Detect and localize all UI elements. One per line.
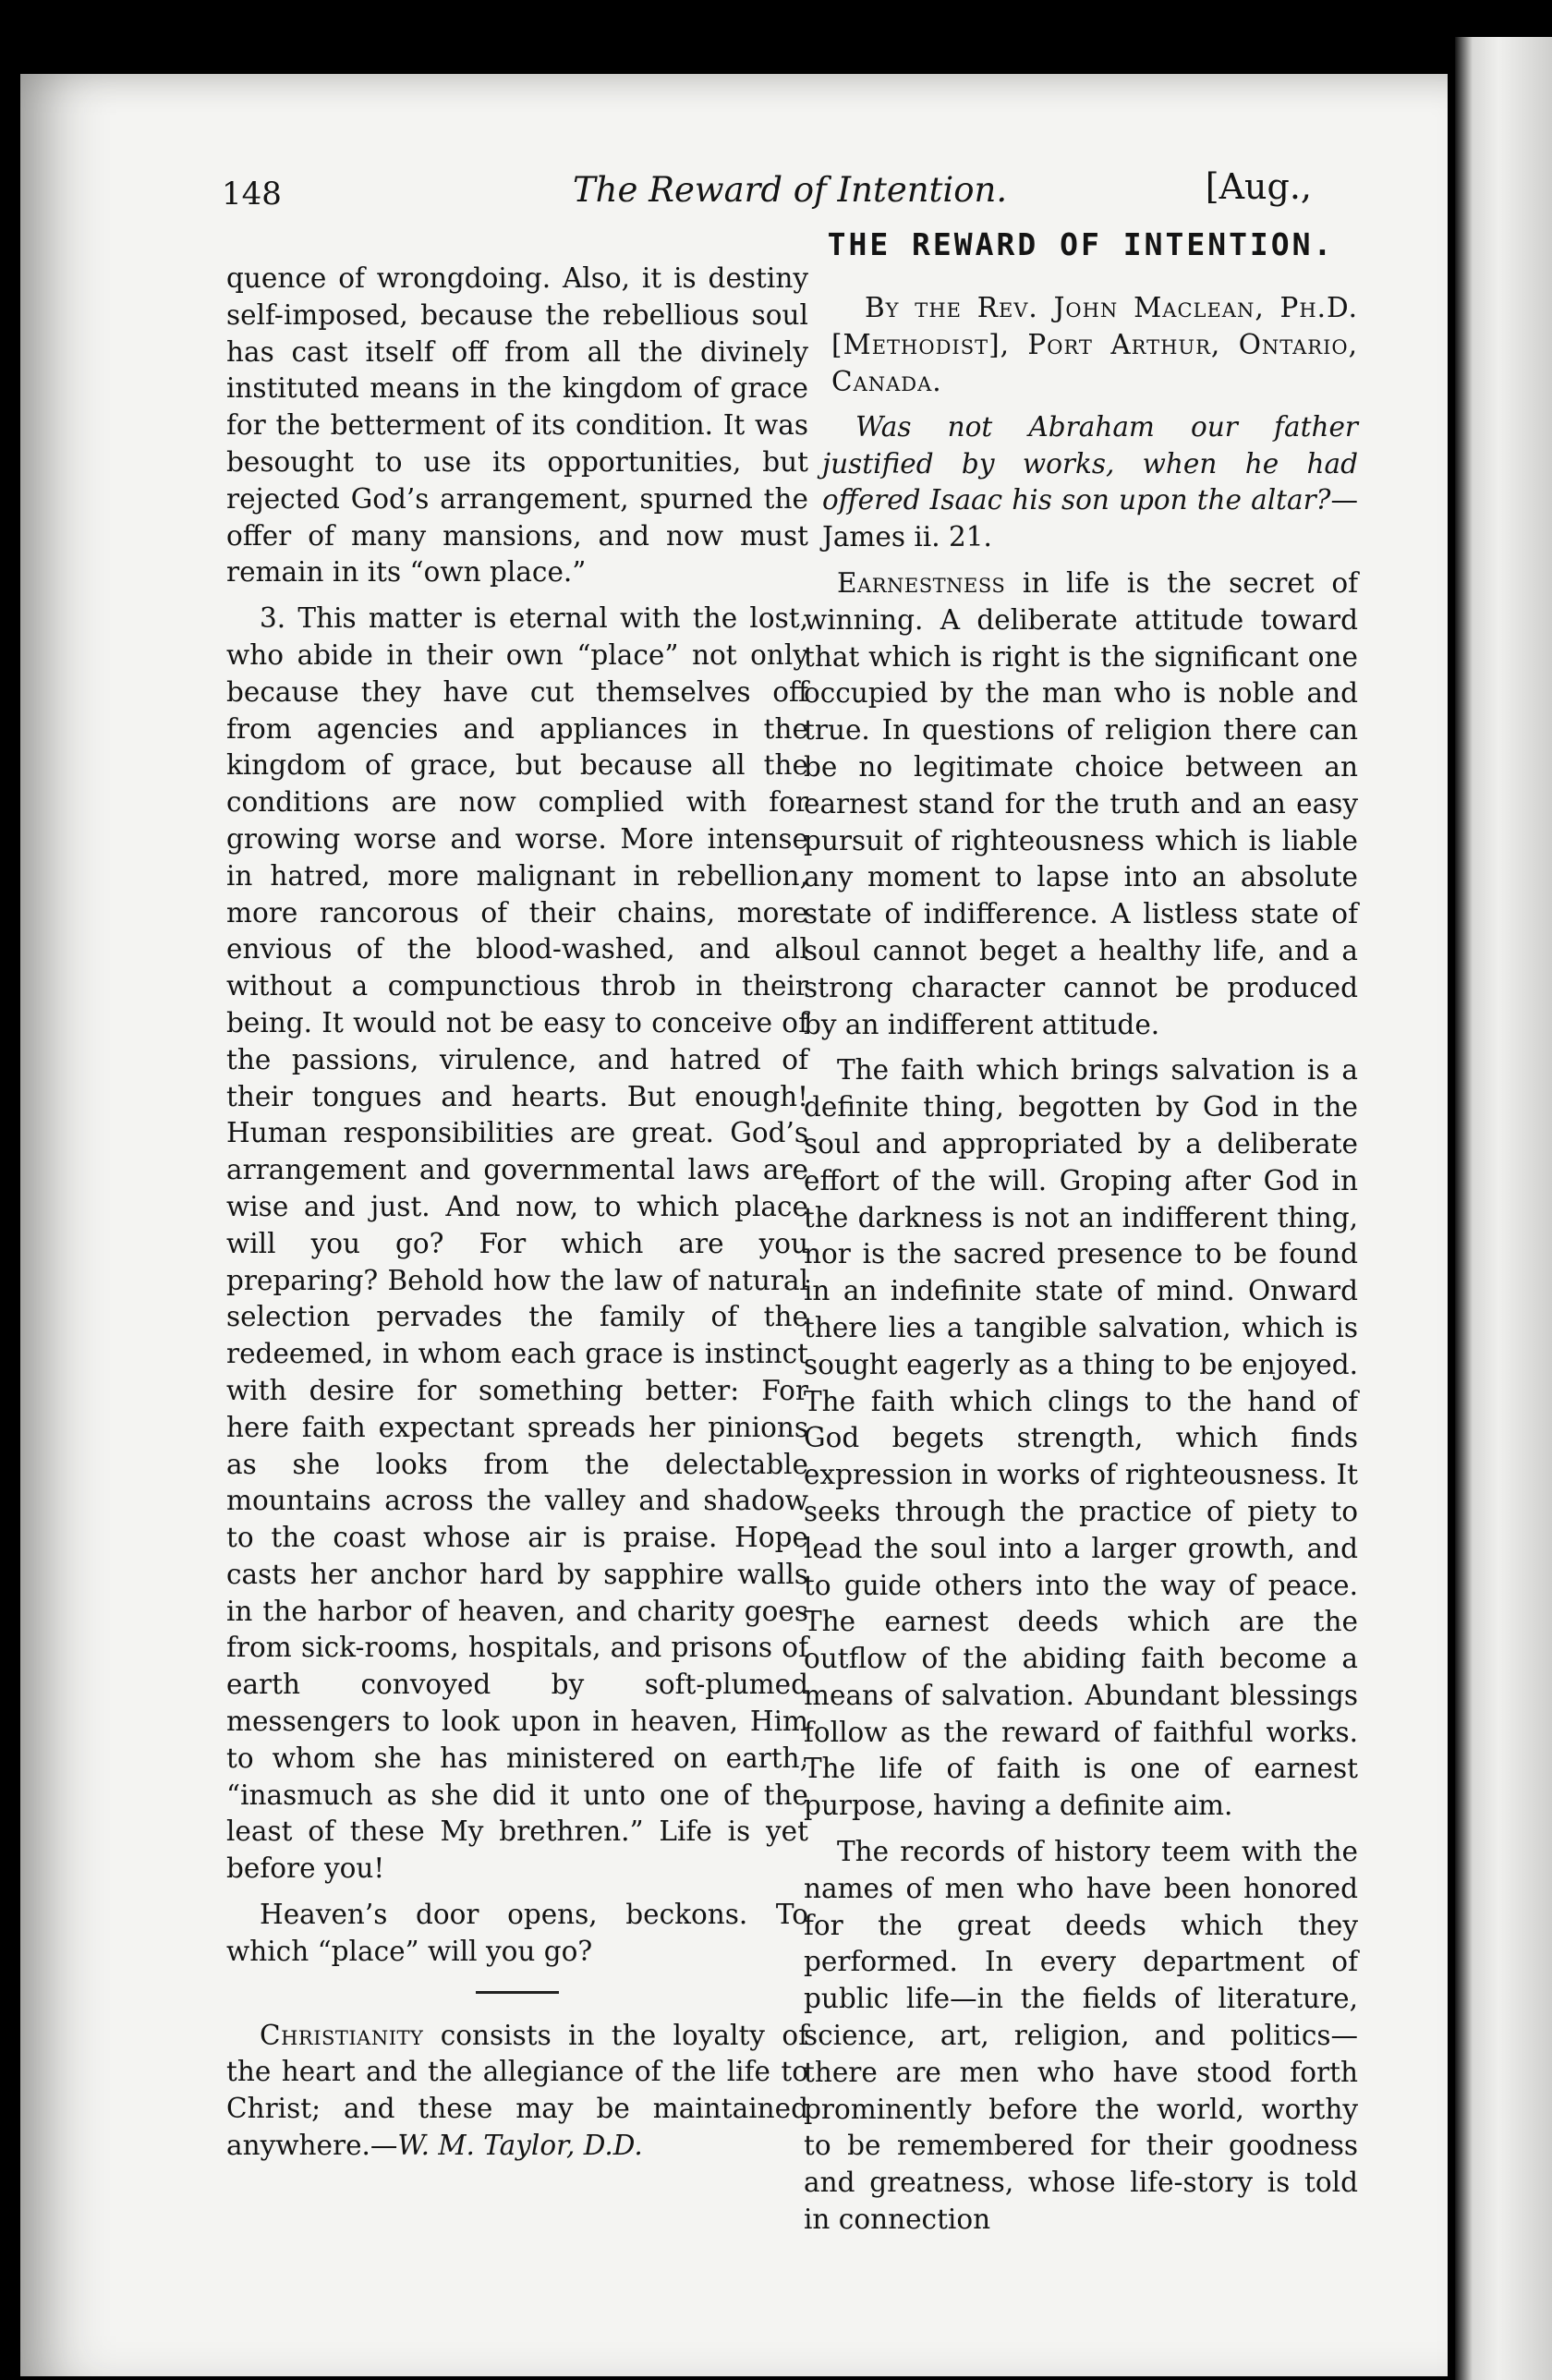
running-title: The Reward of Intention.	[573, 170, 1008, 210]
paragraph	[804, 565, 1358, 1043]
quote-attribution: W. M. Taylor, D.D.	[397, 2130, 643, 2162]
article-byline: By the Rev. John Maclean, Ph.D. [Methodist], Port Arthur, Ontario, Canada.	[831, 291, 1358, 397]
adjacent-page-edge	[1455, 37, 1552, 2380]
paragraph: The faith which brings salvation is a definite thing, begotten by God in the soul and appropriated by a deliberate effort of the will. Groping after God in the darkness is not an indifferent thing, nor is the sacred presence to be found in an indefinite state of mind. Onward there lies a tangible salvation, which is sought eagerly as a thing to be enjoyed. The faith which clings to the hand of God begets strength, which finds expression in works of righteousness. It seeks through the practice of piety to lead the soul into a larger growth, and to guide others into the way of peace. The earnest deeds which are the outflow of the abiding faith become a means of salvation. Abundant blessings follow as the reward of faithful works. The life of faith is one of earnest purpose, having a definite aim.	[804, 1054, 1358, 1822]
article-title: THE REWARD OF INTENTION.	[827, 226, 1335, 262]
quote-body: consists in the loyalty of the heart and the allegiance of the life to Christ; and these may be maintained anywhere.—	[226, 2019, 808, 2162]
page-number: 148	[222, 176, 282, 212]
epigraph-reference: —James ii. 21.	[822, 484, 1358, 553]
paragraph: quence of wrongdoing. Also, it is destiny self-imposed, because the rebellious soul has cast itself off from all the divinely instituted means in the kingdom of grace for the betterment of its condition. It was besought to use its opportunities, but rejected God’s arrangement, spurned the offer of many mansions, and now must remain in its “own place.”	[226, 262, 808, 589]
quote-lead: Christianity	[260, 2019, 424, 2051]
paragraph: Heaven’s door opens, beckons. To which “place” will you go?	[226, 1899, 808, 1967]
left-column	[226, 261, 808, 2165]
right-column	[804, 226, 1358, 2239]
closing-quote	[226, 2018, 808, 2165]
paragraph: The records of history teem with the names of men who have been honored for the great deeds which they performed. In every department of public life—in the fields of literature, science, art, religion, and politics—there are men who have stood forth prominently before the world, worthy to be remembered for their goodness and greatness, whose life-story is told in connection	[804, 1836, 1358, 2236]
running-date: [Aug.,	[1205, 166, 1312, 207]
epigraph-text: Was not Abraham our father justified by works, when he had offered Isaac his son upon the altar?	[822, 410, 1358, 516]
paragraph: 3. This matter is eternal with the lost, who abide in their own “place” not only because they have cut themselves off from agencies and appliances in the kingdom of grace, but because all the conditions are now complied with for growing worse and worse. More intense in hatred, more malignant in rebellion, more rancorous of their chains, more envious of the blood-washed, and all without a compunctious throb in their being. It would not be easy to conceive of the passions, virulence, and hatred of their tongues and hearts. But enough! Human responsibilities are great. God’s arrangement and governmental laws are wise and just. And now, to which place will you go? For which are you preparing? Behold how the law of natural selection pervades the family of the redeemed, in whom each grace is instinct with desire for something better: For here faith expectant spreads her pinions as she looks from the delectable mountains across the valley and shadow to the coast whose air is praise. Hope casts her anchor hard by sapphire walls in the harbor of heaven, and charity goes from sick-rooms, hospitals, and prisons of earth convoyed by soft-plumed messengers to look upon in heaven, Him to whom she has ministered on earth, “inasmuch as she did it unto one of the least of these My brethren.” Life is yet before you!	[226, 602, 808, 1885]
paragraph-body: in life is the secret of winning. A deliberate attitude toward that which is right is the significant one occupied by the man who is noble and true. In questions of religion there can be no legitimate choice between an earnest stand for the truth and an easy pursuit of righteousness which is liable any moment to lapse into an absolute state of indifference. A listless state of soul cannot beget a healthy life, and a strong character cannot be produced by an indifferent attitude.	[804, 566, 1358, 1040]
epigraph	[804, 409, 1358, 556]
paragraph-lead: Earnestness	[837, 566, 1006, 599]
page-header	[222, 166, 1312, 231]
section-divider	[476, 1991, 559, 1994]
